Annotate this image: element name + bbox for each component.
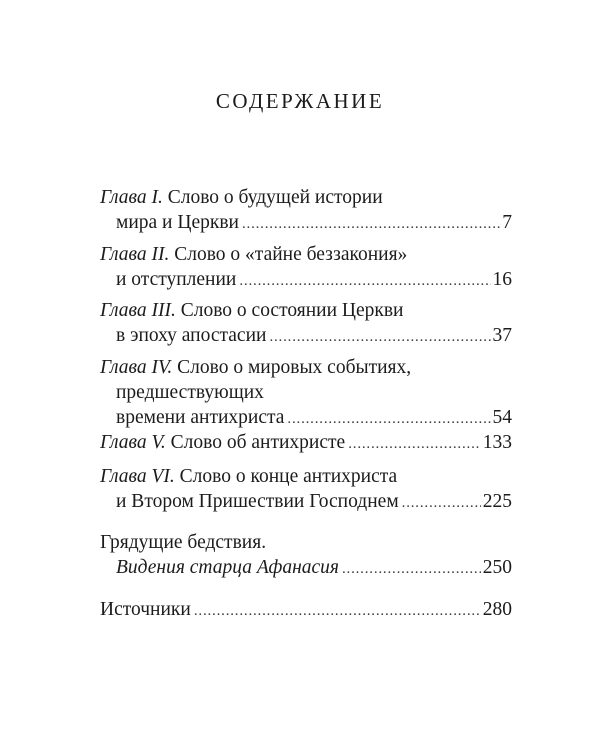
chapter-label: Глава III. <box>100 300 176 321</box>
chapter-title: Слово об антихристе <box>165 432 346 453</box>
toc-entry-leader-line <box>100 555 512 582</box>
chapter-title: Слово о состоянии Церкви <box>175 300 404 321</box>
toc-entry-chapter-1[interactable] <box>100 185 512 237</box>
chapter-title: Слово о мировых событиях, <box>172 357 412 378</box>
dot-leader <box>402 491 481 516</box>
toc-entry-chapter-6[interactable] <box>100 464 512 516</box>
appendix-heading: Грядущие бедствия. <box>100 532 267 553</box>
page-number: 133 <box>482 432 512 453</box>
chapter-title-continued: времени антихриста <box>116 407 285 428</box>
chapter-title: Слово о будущей истории <box>162 187 383 208</box>
chapter-title-continued: мира и Церкви <box>116 212 239 233</box>
toc-entry-leader-line <box>100 323 512 350</box>
chapter-title-continued: и Втором Пришествии Господнем <box>116 491 399 512</box>
chapter-label: Глава II. <box>100 244 170 265</box>
chapter-label: Глава IV. <box>100 357 173 378</box>
dot-leader <box>269 325 490 350</box>
dot-leader <box>348 432 481 457</box>
toc-entry-heading <box>100 464 512 489</box>
chapter-title: Слово о конце антихриста <box>174 466 398 487</box>
toc-entry-leader-line <box>100 489 512 516</box>
chapter-label: Глава I. <box>100 187 163 208</box>
chapter-title-continued: и отступлении <box>116 269 237 290</box>
chapter-title-continued: предшествующих <box>116 382 264 403</box>
page-number: 54 <box>492 407 512 428</box>
toc-entry-leader-line <box>100 405 512 432</box>
toc-entry-heading <box>100 355 512 380</box>
toc-entry-heading <box>100 242 512 267</box>
page-title: СОДЕРЖАНИЕ <box>215 89 385 113</box>
chapter-title: Слово о «тайне беззакония» <box>169 244 408 265</box>
page-number: 37 <box>492 325 512 346</box>
dot-leader <box>287 407 490 432</box>
sources-label: Источники <box>100 599 191 620</box>
toc-entry-sources[interactable] <box>100 597 512 624</box>
toc-entry-heading <box>100 185 512 210</box>
chapter-label: Глава VI. <box>100 466 175 487</box>
toc-entry-heading <box>100 298 512 323</box>
toc-entry-chapter-2[interactable] <box>100 242 512 294</box>
dot-leader <box>242 212 500 237</box>
toc-entry-chapter-5[interactable] <box>100 430 512 457</box>
dot-leader <box>342 557 481 582</box>
toc-entry-appendix[interactable] <box>100 530 512 582</box>
page-number: 16 <box>492 269 512 290</box>
toc-entry-leader-line <box>100 430 512 457</box>
toc-entry-leader-line <box>100 267 512 294</box>
page-number: 280 <box>482 599 512 620</box>
toc-entry-chapter-3[interactable] <box>100 298 512 350</box>
toc-entry-chapter-4[interactable] <box>100 355 512 432</box>
appendix-subtitle: Видения старца Афанасия <box>116 557 339 578</box>
page-number: 225 <box>482 491 512 512</box>
page-number: 250 <box>482 557 512 578</box>
chapter-title-continued: в эпоху апостасии <box>116 325 267 346</box>
toc-entry-leader-line <box>100 597 512 624</box>
dot-leader <box>194 599 481 624</box>
toc-entry-leader-line <box>100 210 512 237</box>
page-number: 7 <box>502 212 512 233</box>
dot-leader <box>239 269 490 294</box>
toc-entry-heading <box>100 430 345 455</box>
chapter-label: Глава V. <box>100 432 166 453</box>
